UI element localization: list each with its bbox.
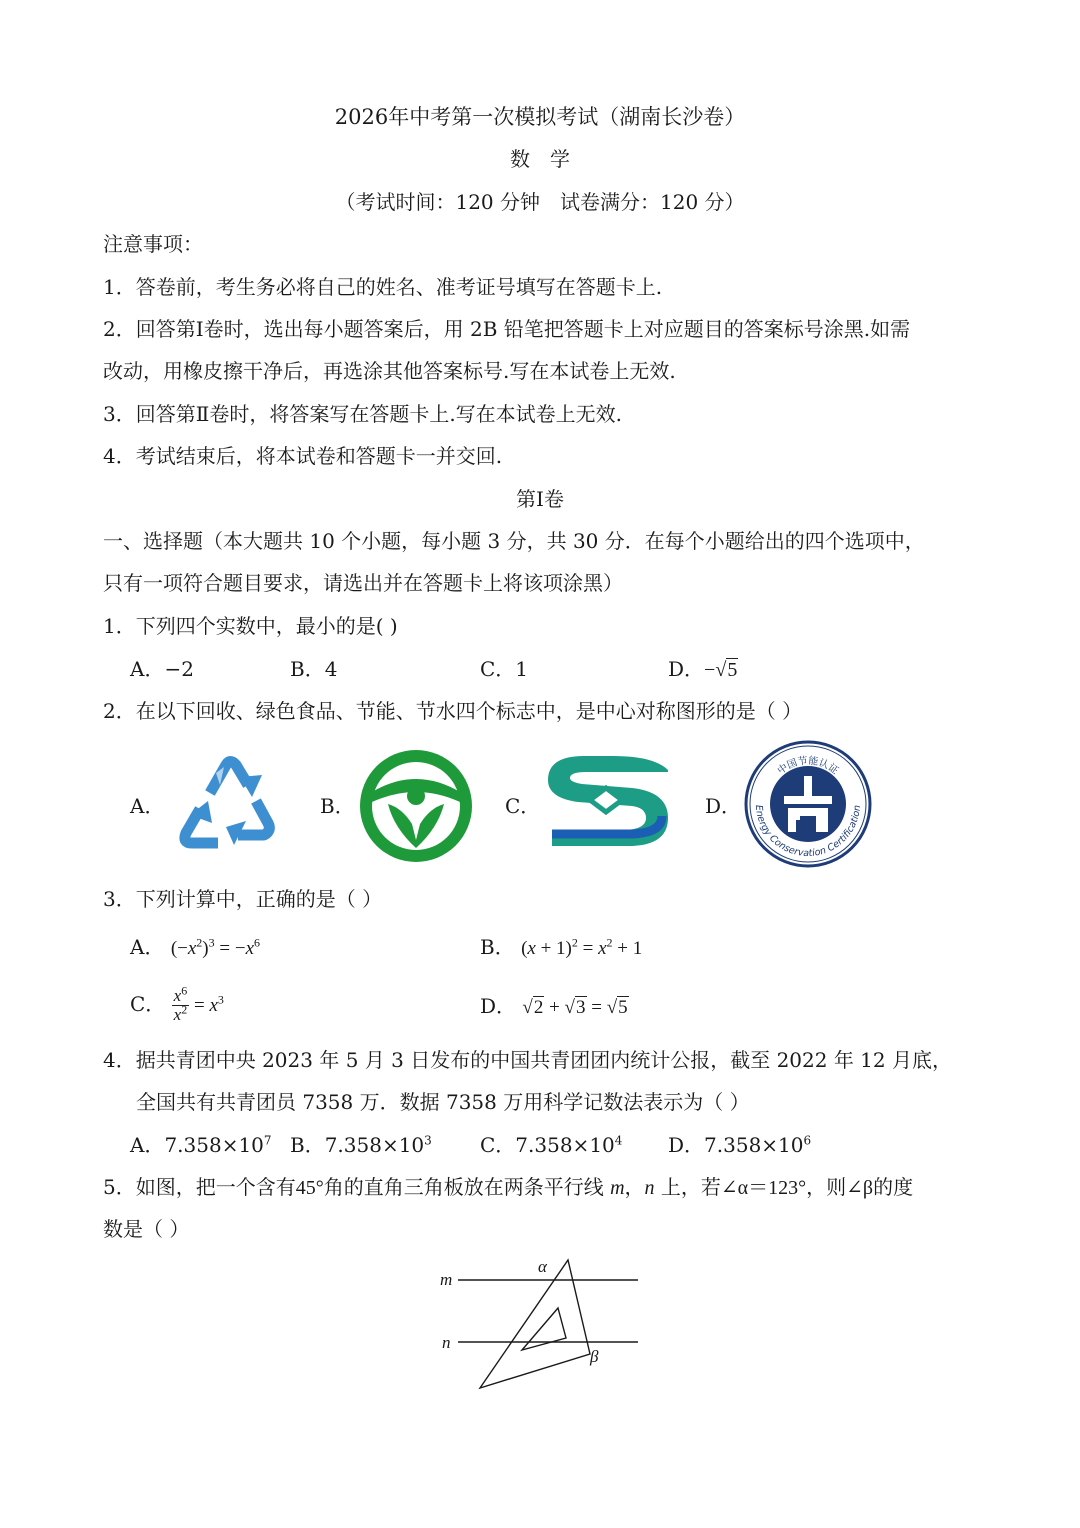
- green-food-logo-icon: [358, 748, 474, 864]
- logo-d-bottom-text: Energy Conservation Certification: [752, 804, 864, 860]
- q5-stem: 数是（ ）: [103, 1217, 190, 1241]
- notes-heading: 注意事项：: [103, 232, 203, 256]
- q3-option-d: [480, 992, 629, 1022]
- q4-option-b: [290, 1131, 432, 1159]
- angle-alpha: ∠α＝123°: [720, 1177, 807, 1199]
- formula: $(-x^2)^3 = -x^6$: [170, 935, 260, 959]
- q5-geometry-figure: [430, 1250, 650, 1395]
- line-n-label: n: [644, 1177, 655, 1199]
- sqrt-sign: √: [715, 659, 727, 681]
- q4-stem: 4．据共青团中央 2023 年 5 月 3 日发布的中国共青团团内统计公报，截至 2022 年 12 月底，: [103, 1048, 952, 1072]
- option-label: D．: [480, 994, 517, 1018]
- stem-text: ，: [624, 1175, 645, 1199]
- stem-text: 上，若: [660, 1175, 721, 1199]
- note-item: 3．回答第Ⅱ卷时，将答案写在答题卡上.写在本试卷上无效.: [103, 402, 623, 426]
- q1-option-b: B．4: [290, 657, 338, 681]
- angle-beta: ∠β: [846, 1177, 874, 1199]
- option-label: A．: [130, 935, 165, 959]
- formula: √2 + √3 = √5: [522, 997, 628, 1018]
- q4-stem: 全国共有共青团员 7358 万．数据 7358 万用科学记数法表示为（ ）: [136, 1090, 750, 1114]
- radicand: 5: [727, 659, 738, 681]
- q4-option-c: [480, 1131, 622, 1159]
- stem-text: 5．如图，把一个含有: [103, 1175, 296, 1199]
- q1-stem: 1．下列四个实数中，最小的是( ): [103, 614, 398, 638]
- stem-text: 的度: [873, 1175, 914, 1199]
- part-title: 第Ⅰ卷: [516, 487, 564, 511]
- section-instruction: 一、选择题（本大题共 10 个小题，每小题 3 分，共 30 分．在每个小题给出的四个选项中，: [103, 529, 925, 553]
- q3-stem: 3．下列计算中，正确的是（ ）: [103, 887, 383, 911]
- q3-option-c: C． $\frac{x^6}{x^2}$ = $x^3$: [130, 983, 224, 1024]
- option-label: B．: [480, 935, 515, 959]
- q2-label-b: B．: [320, 794, 355, 818]
- option-text: B．7.358×10: [290, 1133, 425, 1157]
- option-label: C．: [130, 992, 166, 1016]
- exponent: 6: [803, 1133, 812, 1148]
- fig-label-m: m: [440, 1270, 453, 1289]
- q2-label-c: C．: [505, 794, 541, 818]
- fig-label-alpha: α: [538, 1257, 547, 1276]
- exam-info: （考试时间：120 分钟 试卷满分：120 分）: [335, 190, 745, 214]
- fig-label-beta: β: [590, 1347, 599, 1366]
- triangle-inner: [522, 1308, 566, 1350]
- exponent: 4: [614, 1133, 623, 1148]
- q2-label-d: D．: [705, 794, 742, 818]
- option-label: D．: [668, 657, 705, 681]
- q3-option-a: [130, 933, 260, 963]
- note-item: 改动，用橡皮擦干净后，再选涂其他答案标号.写在本试卷上无效.: [103, 359, 676, 383]
- q3-option-b: [480, 933, 642, 963]
- stem-text: 角的直角三角板放在两条平行线: [323, 1175, 604, 1199]
- exam-title: 2026年中考第一次模拟考试（湖南长沙卷）: [334, 105, 746, 129]
- q1-option-a: A．−2: [130, 657, 194, 681]
- formula: $(x + 1)^2 = x^2 + 1$: [521, 935, 643, 959]
- q1-option-d: [668, 655, 738, 684]
- energy-certification-logo-icon: [744, 740, 872, 868]
- recycle-logo-icon: [168, 745, 290, 863]
- fraction: $\frac{x^6}{x^2}$: [173, 983, 188, 1024]
- note-item: 2．回答第Ⅰ卷时，选出每小题答案后，用 2B 铅笔把答题卡上对应题目的答案标号涂黑.如需: [103, 317, 911, 341]
- exponent: 7: [263, 1133, 272, 1148]
- q4-option-a: [130, 1131, 272, 1159]
- q5-stem: [103, 1173, 913, 1202]
- triangle-outer: [480, 1260, 590, 1388]
- option-text: C．7.358×10: [480, 1133, 615, 1157]
- angle-value: 45°: [295, 1177, 324, 1199]
- option-text: D．7.358×10: [668, 1133, 804, 1157]
- subject-title: 数 学: [510, 147, 570, 171]
- exponent: 3: [424, 1133, 432, 1148]
- note-item: 1．答卷前，考生务必将自己的姓名、准考证号填写在答题卡上.: [103, 275, 663, 299]
- energy-saving-logo-icon: [542, 754, 672, 850]
- q2-stem: 2．在以下回收、绿色食品、节能、节水四个标志中，是中心对称图形的是（ ）: [103, 699, 803, 723]
- section-instruction: 只有一项符合题目要求，请选出并在答题卡上将该项涂黑）: [103, 571, 623, 595]
- stem-text: ，则: [806, 1175, 847, 1199]
- line-m-label: m: [610, 1177, 625, 1199]
- logo-d-top-arc: 中国节能认证: [775, 755, 841, 777]
- fig-label-n: n: [442, 1333, 451, 1352]
- option-text: A．7.358×10: [130, 1133, 264, 1157]
- note-item: 4．考试结束后，将本试卷和答题卡一并交回.: [103, 444, 503, 468]
- q1-option-c: C．1: [480, 657, 529, 681]
- q2-label-a: A．: [130, 794, 165, 818]
- q4-option-d: [668, 1131, 811, 1159]
- minus-sign: −: [704, 659, 716, 681]
